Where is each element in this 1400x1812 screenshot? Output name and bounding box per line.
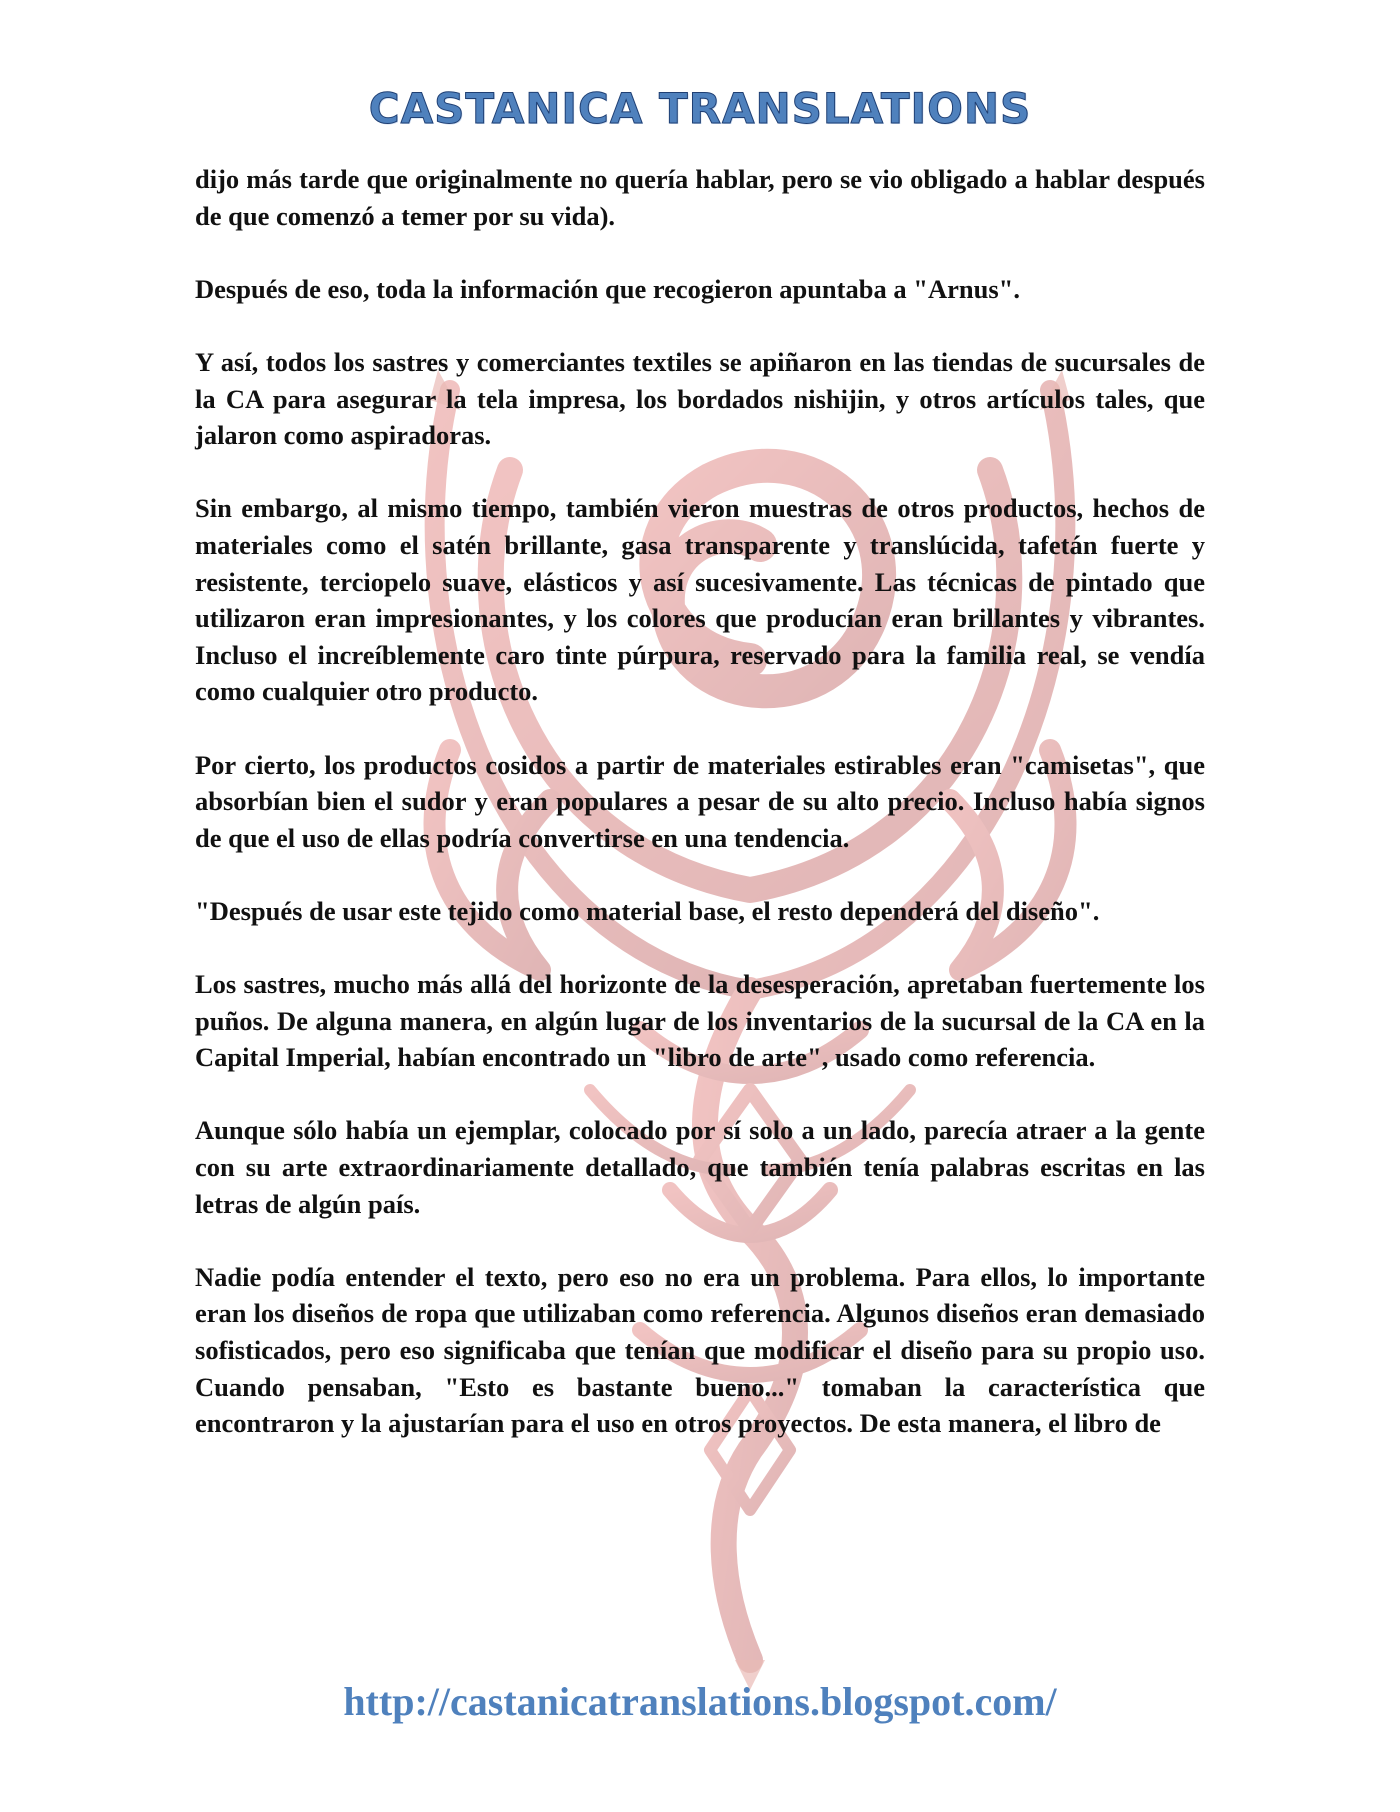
paragraph: Nadie podía entender el texto, pero eso no era un problema. Para ellos, lo importante eran los diseños de ropa que utilizaban como referencia. Algunos diseños eran demasiado sofisticados, pero eso significaba que tenían que modificar el diseño para su propio uso. Cuando pensaban, "Esto es bastante bueno..." tomaban la característica que encontraron y la ajustarían para el uso en otros proyectos. De esta manera, el libro de bbox=[195, 1261, 1205, 1439]
paragraph: "Después de usar este tejido como material base, el resto dependerá del diseño". bbox=[195, 895, 1100, 926]
paragraph: dijo más tarde que originalmente no quería hablar, pero se vio obligado a hablar después de que comenzó a temer por su vida). bbox=[195, 164, 1205, 231]
footer-url-link[interactable]: http://castanicatranslations.blogspot.com/ bbox=[343, 1679, 1057, 1724]
site-title: CASTANICA TRANSLATIONS bbox=[368, 84, 1032, 133]
document-body bbox=[195, 161, 1205, 1478]
paragraph: Y así, todos los sastres y comerciantes textiles se apiñaron en las tiendas de sucursales de la CA para asegurar la tela impresa, los bordados nishijin, y otros artículos tales, que jalaron como aspiradoras. bbox=[195, 346, 1205, 451]
paragraph: Aunque sólo había un ejemplar, colocado por sí solo a un lado, parecía atraer a la gente con su arte extraordinariamente detallado, que también tenía palabras escritas en las letras de algún país. bbox=[195, 1115, 1205, 1219]
paragraph: Los sastres, mucho más allá del horizonte de la desesperación, apretaban fuertemente los puños. De alguna manera, en algún lugar de los inventarios de la sucursal de la CA en la Capital Imperial, habían encontrado un "libro de arte", usado como referencia. bbox=[195, 969, 1205, 1073]
paragraph: Por cierto, los productos cosidos a partir de materiales estirables eran "camisetas", que absorbían bien el sudor y eran populares a pesar de su alto precio. Incluso había signos de que el uso de ellas podría convertirse en una tendencia. bbox=[195, 749, 1205, 853]
paragraph: Después de eso, toda la información que recogieron apuntaba a "Arnus". bbox=[195, 273, 1020, 304]
paragraph: Sin embargo, al mismo tiempo, también vieron muestras de otros productos, hechos de materiales como el satén brillante, gasa transparente y translúcida, tafetán fuerte y resistente, terciopelo suave, elásticos y así sucesivamente. Las técnicas de pintado que utilizaron eran impresionantes, y los colores que producían eran brillantes y vibrantes. Incluso el increíblemente caro tinte púrpura, reservado para la familia real, se vendía como cualquier otro producto. bbox=[195, 493, 1205, 707]
